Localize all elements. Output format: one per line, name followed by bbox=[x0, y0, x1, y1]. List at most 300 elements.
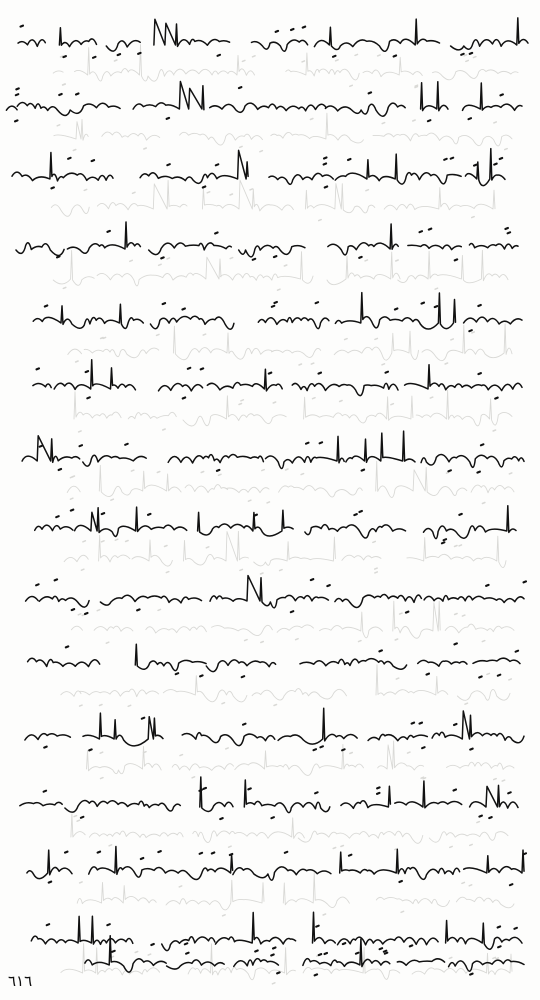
show-through-stroke-dot bbox=[340, 401, 343, 402]
show-through-stroke-dot bbox=[459, 545, 462, 546]
handwritten-line bbox=[31, 916, 133, 944]
handwritten-line-dot bbox=[216, 164, 219, 165]
show-through-stroke-dot bbox=[157, 472, 160, 473]
handwritten-line-dot bbox=[45, 306, 48, 307]
handwritten-line-dot bbox=[36, 584, 39, 585]
show-through-stroke-dot bbox=[223, 915, 226, 916]
handwritten-line-dot bbox=[47, 924, 50, 925]
show-through-stroke-dot bbox=[128, 705, 131, 706]
handwritten-line-dot bbox=[218, 55, 221, 56]
handwritten-line bbox=[22, 436, 80, 463]
handwritten-line-dot bbox=[273, 948, 276, 949]
handwritten-line-dot bbox=[444, 159, 447, 160]
show-through-stroke-dot bbox=[253, 56, 256, 57]
handwritten-line-dot bbox=[354, 514, 357, 515]
show-through-stroke-dot bbox=[273, 402, 276, 403]
show-through-stroke-dot bbox=[115, 539, 118, 540]
handwritten-line bbox=[65, 801, 180, 813]
handwritten-line bbox=[258, 318, 329, 329]
show-through-stroke-dot bbox=[313, 398, 316, 399]
show-through-stroke-dot bbox=[83, 541, 86, 542]
show-through-stroke-dot bbox=[509, 473, 512, 474]
handwritten-line-dot bbox=[204, 788, 207, 789]
handwritten-line bbox=[33, 383, 51, 387]
show-through-stroke-dot bbox=[278, 289, 281, 290]
handwritten-line-dot bbox=[422, 747, 425, 748]
show-through-stroke-dot bbox=[159, 264, 162, 265]
show-through-stroke-dot bbox=[482, 641, 485, 642]
handwritten-line bbox=[405, 365, 522, 391]
show-through-stroke bbox=[97, 257, 221, 286]
show-through-stroke-dot bbox=[445, 363, 448, 364]
show-through-stroke bbox=[146, 626, 207, 633]
handwritten-line-dot bbox=[343, 943, 346, 944]
handwritten-line bbox=[335, 293, 455, 329]
handwritten-line-dot bbox=[72, 609, 75, 610]
handwritten-line bbox=[421, 82, 448, 111]
show-through-stroke bbox=[271, 113, 364, 143]
handwritten-line-dot bbox=[469, 330, 472, 331]
show-through-stroke-dot bbox=[250, 189, 253, 190]
show-through-stroke bbox=[422, 324, 512, 361]
show-through-stroke-dot bbox=[242, 60, 245, 61]
show-through-stroke-dot bbox=[341, 846, 344, 847]
show-through-stroke-dot bbox=[455, 546, 458, 547]
handwritten-line-dot bbox=[49, 882, 52, 883]
handwritten-line bbox=[6, 106, 17, 110]
handwritten-line-dot bbox=[291, 29, 294, 30]
show-through-stroke-dot bbox=[114, 60, 117, 61]
show-through-stroke bbox=[188, 944, 295, 980]
show-through-stroke bbox=[384, 188, 495, 210]
handwritten-line-dot bbox=[469, 118, 472, 119]
show-through-stroke bbox=[163, 676, 247, 702]
show-through-stroke bbox=[334, 331, 418, 360]
handwritten-line-dot bbox=[158, 851, 161, 852]
show-through-stroke-dot bbox=[472, 332, 475, 333]
handwritten-line bbox=[20, 802, 62, 805]
show-through-stroke bbox=[279, 486, 363, 497]
show-through-stroke bbox=[102, 132, 160, 140]
show-through-stroke bbox=[202, 180, 293, 211]
show-through-stroke bbox=[51, 205, 89, 217]
handwritten-line bbox=[335, 595, 422, 608]
show-through-stroke bbox=[393, 601, 440, 638]
show-through-stroke-dot bbox=[408, 752, 411, 753]
handwritten-line-dot bbox=[454, 724, 457, 725]
handwritten-line-dot bbox=[479, 816, 482, 817]
handwritten-line-dot bbox=[356, 953, 359, 954]
show-through-stroke bbox=[128, 412, 176, 419]
handwritten-line-dot bbox=[489, 817, 492, 818]
handwritten-line-dot bbox=[107, 924, 110, 925]
handwritten-line bbox=[167, 960, 225, 969]
handwritten-line-dot bbox=[167, 164, 170, 165]
handwritten-line bbox=[313, 912, 336, 943]
handwritten-line-dot bbox=[15, 120, 18, 121]
show-through-stroke-dot bbox=[430, 397, 433, 398]
handwritten-line bbox=[464, 850, 524, 873]
show-through-stroke-dot bbox=[482, 503, 485, 504]
show-through-stroke-dot bbox=[310, 119, 313, 120]
handwritten-line bbox=[305, 525, 406, 538]
show-through-stroke-dot bbox=[502, 780, 505, 781]
show-through-stroke-dot bbox=[274, 705, 277, 706]
handwritten-line bbox=[35, 525, 73, 530]
handwritten-line bbox=[135, 644, 206, 670]
handwritten-line-dot bbox=[57, 256, 60, 257]
show-through-stroke bbox=[398, 250, 508, 283]
show-through-stroke-dot bbox=[365, 260, 368, 261]
show-through-stroke-dot bbox=[401, 911, 404, 912]
show-through-stroke bbox=[457, 689, 510, 700]
handwritten-line-dot bbox=[239, 87, 242, 88]
show-through-stroke bbox=[183, 396, 286, 426]
handwritten-line bbox=[28, 658, 100, 666]
show-through-stroke-dot bbox=[219, 474, 222, 475]
show-through-stroke-dot bbox=[382, 123, 385, 124]
show-through-stroke-dot bbox=[101, 338, 104, 339]
handwritten-line bbox=[182, 733, 275, 746]
handwritten-line-dot bbox=[451, 158, 454, 159]
show-through-stroke-dot bbox=[451, 339, 454, 340]
show-through-stroke-dot bbox=[74, 816, 77, 817]
handwritten-line bbox=[150, 316, 234, 329]
handwritten-line-dot bbox=[377, 787, 380, 788]
show-through-stroke bbox=[64, 555, 88, 561]
handwritten-line bbox=[234, 959, 279, 967]
show-through-stroke-dot bbox=[63, 287, 66, 288]
show-through-stroke-dot bbox=[336, 60, 339, 61]
handwritten-line bbox=[59, 28, 96, 47]
handwritten-line-dot bbox=[315, 974, 318, 975]
show-through-stroke-dot bbox=[355, 54, 358, 55]
handwritten-line-dot bbox=[498, 675, 501, 676]
handwritten-line bbox=[446, 921, 522, 950]
handwritten-line bbox=[338, 937, 439, 945]
handwritten-line-dot bbox=[316, 302, 319, 303]
handwritten-line-dot bbox=[505, 228, 508, 229]
handwritten-line-dot bbox=[217, 470, 220, 471]
handwritten-line-dot bbox=[59, 94, 62, 95]
show-through-stroke bbox=[445, 624, 514, 633]
show-through-stroke-dot bbox=[350, 85, 353, 86]
handwritten-line-dot bbox=[167, 118, 170, 119]
handwritten-line-dot bbox=[68, 158, 71, 159]
show-through-stroke bbox=[305, 184, 374, 213]
handwritten-line-dot bbox=[71, 510, 74, 511]
show-through-stroke-dot bbox=[373, 541, 376, 542]
handwritten-line bbox=[244, 780, 329, 813]
show-through-stroke bbox=[80, 689, 159, 697]
handwritten-line-dot bbox=[16, 88, 19, 89]
handwritten-line-dot bbox=[200, 853, 203, 854]
show-through-stroke bbox=[97, 180, 187, 209]
show-through-stroke bbox=[212, 625, 273, 635]
show-through-stroke-dot bbox=[240, 146, 243, 147]
show-through-stroke-dot bbox=[280, 570, 283, 571]
show-through-stroke bbox=[283, 873, 349, 908]
show-through-stroke-dot bbox=[301, 474, 304, 475]
handwritten-line bbox=[149, 243, 232, 255]
show-through-stroke-dot bbox=[493, 957, 496, 958]
handwritten-line bbox=[154, 19, 230, 46]
handwritten-line-dot bbox=[269, 373, 272, 374]
show-through-stroke-dot bbox=[396, 260, 399, 261]
page-number: ٦١٦ bbox=[8, 972, 33, 990]
show-through-stroke-dot bbox=[76, 361, 79, 362]
handwritten-line-dot bbox=[459, 514, 462, 515]
show-through-stroke-dot bbox=[163, 429, 166, 430]
show-through-stroke bbox=[254, 537, 336, 566]
show-through-stroke bbox=[363, 57, 422, 76]
show-through-stroke-dot bbox=[469, 885, 472, 886]
show-through-stroke bbox=[67, 486, 80, 492]
show-through-stroke-dot bbox=[494, 122, 497, 123]
show-through-stroke-dot bbox=[449, 957, 452, 958]
handwritten-line-dot bbox=[183, 398, 186, 399]
handwritten-line bbox=[216, 913, 296, 945]
show-through-stroke-dot bbox=[241, 400, 244, 401]
show-through-stroke-dot bbox=[167, 258, 170, 259]
handwritten-line-dot bbox=[319, 954, 322, 955]
handwritten-line-dot bbox=[524, 853, 527, 854]
show-through-stroke bbox=[174, 55, 255, 75]
handwritten-line bbox=[168, 454, 263, 463]
show-through-stroke-dot bbox=[166, 572, 169, 573]
handwritten-line bbox=[233, 867, 331, 880]
handwritten-line-dot bbox=[291, 611, 294, 612]
show-through-stroke-dot bbox=[240, 569, 243, 570]
show-through-stroke bbox=[180, 132, 263, 145]
show-through-stroke-dot bbox=[450, 846, 453, 847]
show-through-stroke-dot bbox=[505, 149, 508, 150]
handwritten-line-dot bbox=[461, 54, 464, 55]
handwritten-line-dot bbox=[201, 368, 204, 369]
show-through-stroke bbox=[99, 465, 181, 496]
handwritten-line-dot bbox=[478, 373, 481, 374]
show-through-stroke bbox=[447, 762, 515, 769]
handwritten-line-dot bbox=[51, 187, 54, 188]
show-through-stroke-dot bbox=[447, 472, 450, 473]
handwritten-line-dot bbox=[498, 927, 501, 928]
show-through-stroke bbox=[456, 897, 514, 908]
handwritten-line-dot bbox=[319, 373, 322, 374]
handwritten-line-dot bbox=[314, 749, 317, 750]
show-through-stroke-dot bbox=[260, 151, 263, 152]
handwritten-line-dot bbox=[271, 817, 274, 818]
handwritten-line-dot bbox=[395, 309, 398, 310]
handwritten-line-dot bbox=[325, 187, 328, 188]
handwritten-line-dot bbox=[274, 256, 277, 257]
show-through-stroke-dot bbox=[102, 541, 105, 542]
handwritten-line bbox=[473, 658, 520, 663]
handwritten-line bbox=[252, 40, 308, 51]
show-through-stroke-dot bbox=[395, 639, 398, 640]
handwritten-line-dot bbox=[429, 229, 432, 230]
show-through-stroke-dot bbox=[101, 778, 104, 779]
show-through-stroke bbox=[286, 53, 320, 76]
handwritten-line bbox=[418, 660, 467, 666]
handwritten-line bbox=[325, 103, 405, 116]
show-through-stroke-dot bbox=[229, 846, 232, 847]
handwritten-line-dot bbox=[498, 946, 501, 947]
handwritten-line-dot bbox=[274, 302, 277, 303]
handwritten-line-dot bbox=[66, 646, 69, 647]
handwritten-line-dot bbox=[242, 676, 245, 677]
handwritten-line-dot bbox=[410, 945, 413, 946]
show-through-stroke-dot bbox=[201, 472, 204, 473]
show-through-stroke bbox=[459, 135, 512, 146]
show-through-stroke-dot bbox=[421, 777, 424, 778]
handwritten-line-dot bbox=[220, 818, 223, 819]
handwritten-line-dot bbox=[92, 160, 95, 161]
show-through-stroke bbox=[68, 349, 82, 354]
show-through-stroke-dot bbox=[109, 845, 112, 846]
show-through-stroke bbox=[94, 626, 133, 631]
handwritten-line-dot bbox=[470, 749, 473, 750]
show-through-stroke-dot bbox=[455, 614, 458, 615]
handwritten-line bbox=[188, 855, 232, 880]
handwritten-line-dot bbox=[514, 928, 517, 929]
handwritten-line-dot bbox=[65, 852, 68, 853]
show-through-stroke-dot bbox=[261, 573, 264, 574]
show-through-stroke bbox=[173, 326, 273, 360]
handwritten-line bbox=[162, 937, 215, 951]
handwritten-line bbox=[206, 660, 275, 672]
handwritten-line-dot bbox=[199, 790, 202, 791]
handwritten-line bbox=[159, 384, 203, 391]
show-through-stroke-dot bbox=[207, 192, 210, 193]
handwritten-line bbox=[75, 507, 187, 536]
show-through-stroke bbox=[320, 612, 383, 638]
handwritten-line-dot bbox=[230, 854, 233, 855]
show-through-stroke-dot bbox=[144, 752, 147, 753]
handwritten-line bbox=[341, 786, 391, 808]
show-through-stroke bbox=[74, 392, 121, 419]
handwritten-line-dot bbox=[420, 723, 423, 724]
show-through-stroke-dot bbox=[78, 614, 81, 615]
handwritten-line bbox=[303, 939, 390, 967]
show-through-stroke-dot bbox=[245, 640, 248, 641]
handwritten-line-dot bbox=[182, 309, 185, 310]
handwritten-line bbox=[292, 383, 398, 395]
handwritten-line-dot bbox=[359, 257, 362, 258]
handwritten-line-dot bbox=[44, 791, 47, 792]
show-through-stroke bbox=[298, 831, 423, 843]
handwritten-line bbox=[67, 222, 140, 253]
handwritten-line bbox=[18, 40, 45, 47]
show-through-stroke bbox=[376, 665, 448, 696]
handwritten-line-dot bbox=[277, 972, 280, 973]
handwritten-line bbox=[33, 304, 143, 328]
handwritten-line-dot bbox=[276, 31, 279, 32]
handwritten-line-dot bbox=[427, 674, 430, 675]
handwritten-line-dot bbox=[248, 788, 251, 789]
handwritten-line bbox=[17, 102, 120, 115]
handwritten-line-dot bbox=[508, 232, 511, 233]
show-through-stroke bbox=[185, 485, 228, 493]
show-through-stroke-dot bbox=[222, 703, 225, 704]
show-through-stroke-dot bbox=[391, 404, 394, 405]
handwritten-line-dot bbox=[454, 643, 457, 644]
show-through-stroke bbox=[87, 746, 162, 773]
handwritten-line-dot bbox=[444, 539, 447, 540]
show-through-stroke-dot bbox=[477, 822, 480, 823]
handwritten-line-dot bbox=[479, 677, 482, 678]
handwritten-line bbox=[26, 597, 38, 602]
show-through-stroke bbox=[132, 540, 172, 566]
handwritten-line bbox=[100, 595, 201, 605]
show-through-stroke bbox=[61, 691, 81, 696]
show-through-stroke-dot bbox=[396, 678, 399, 679]
handwritten-lines bbox=[6, 18, 528, 976]
show-through-stroke-dot bbox=[319, 220, 322, 221]
handwritten-line bbox=[395, 781, 462, 808]
handwritten-line-dot bbox=[333, 56, 336, 57]
handwritten-line-dot bbox=[385, 953, 388, 954]
handwritten-line-dot bbox=[188, 368, 191, 369]
handwritten-line-dot bbox=[454, 790, 457, 791]
show-through-stroke-dot bbox=[248, 500, 251, 501]
show-through-stroke-dot bbox=[375, 338, 378, 339]
show-through-ink bbox=[51, 45, 518, 984]
handwritten-line-dot bbox=[56, 516, 59, 517]
handwritten-line-dot bbox=[380, 948, 383, 949]
show-through-stroke bbox=[429, 832, 508, 843]
handwritten-line-dot bbox=[379, 650, 382, 651]
handwritten-line-dot bbox=[394, 56, 397, 57]
handwritten-line-dot bbox=[311, 579, 314, 580]
show-through-stroke bbox=[84, 348, 159, 358]
show-through-stroke bbox=[53, 71, 63, 73]
show-through-stroke bbox=[77, 882, 156, 903]
show-through-stroke-dot bbox=[366, 190, 369, 191]
show-through-stroke bbox=[416, 390, 512, 426]
show-through-stroke-dot bbox=[57, 125, 60, 126]
show-through-stroke-dot bbox=[73, 150, 76, 151]
handwritten-line bbox=[469, 243, 518, 249]
show-through-stroke bbox=[373, 133, 459, 144]
show-through-stroke-dot bbox=[470, 844, 473, 845]
handwritten-line bbox=[239, 245, 305, 256]
handwritten-line bbox=[83, 455, 146, 466]
show-through-stroke bbox=[407, 536, 506, 567]
show-through-stroke-dot bbox=[72, 476, 75, 477]
handwritten-line bbox=[89, 847, 188, 878]
handwritten-line-dot bbox=[81, 817, 84, 818]
show-through-stroke-dot bbox=[333, 848, 336, 849]
show-through-stroke-dot bbox=[157, 334, 160, 335]
handwritten-line-dot bbox=[377, 793, 380, 794]
show-through-stroke-dot bbox=[267, 502, 270, 503]
handwritten-line bbox=[27, 850, 72, 879]
show-through-stroke-dot bbox=[130, 260, 133, 261]
handwritten-line bbox=[408, 245, 461, 250]
handwritten-line-dot bbox=[137, 609, 140, 610]
show-through-stroke-dot bbox=[284, 265, 287, 266]
show-through-stroke-dot bbox=[311, 363, 314, 364]
handwritten-line bbox=[314, 19, 439, 51]
show-through-stroke-dot bbox=[230, 194, 233, 195]
show-through-stroke-dot bbox=[165, 546, 168, 547]
handwritten-line-dot bbox=[316, 926, 319, 927]
show-through-stroke-dot bbox=[413, 120, 416, 121]
handwritten-line-dot bbox=[89, 749, 92, 750]
show-through-stroke-dot bbox=[230, 258, 233, 259]
show-through-stroke bbox=[71, 626, 82, 630]
show-through-stroke-dot bbox=[472, 217, 475, 218]
